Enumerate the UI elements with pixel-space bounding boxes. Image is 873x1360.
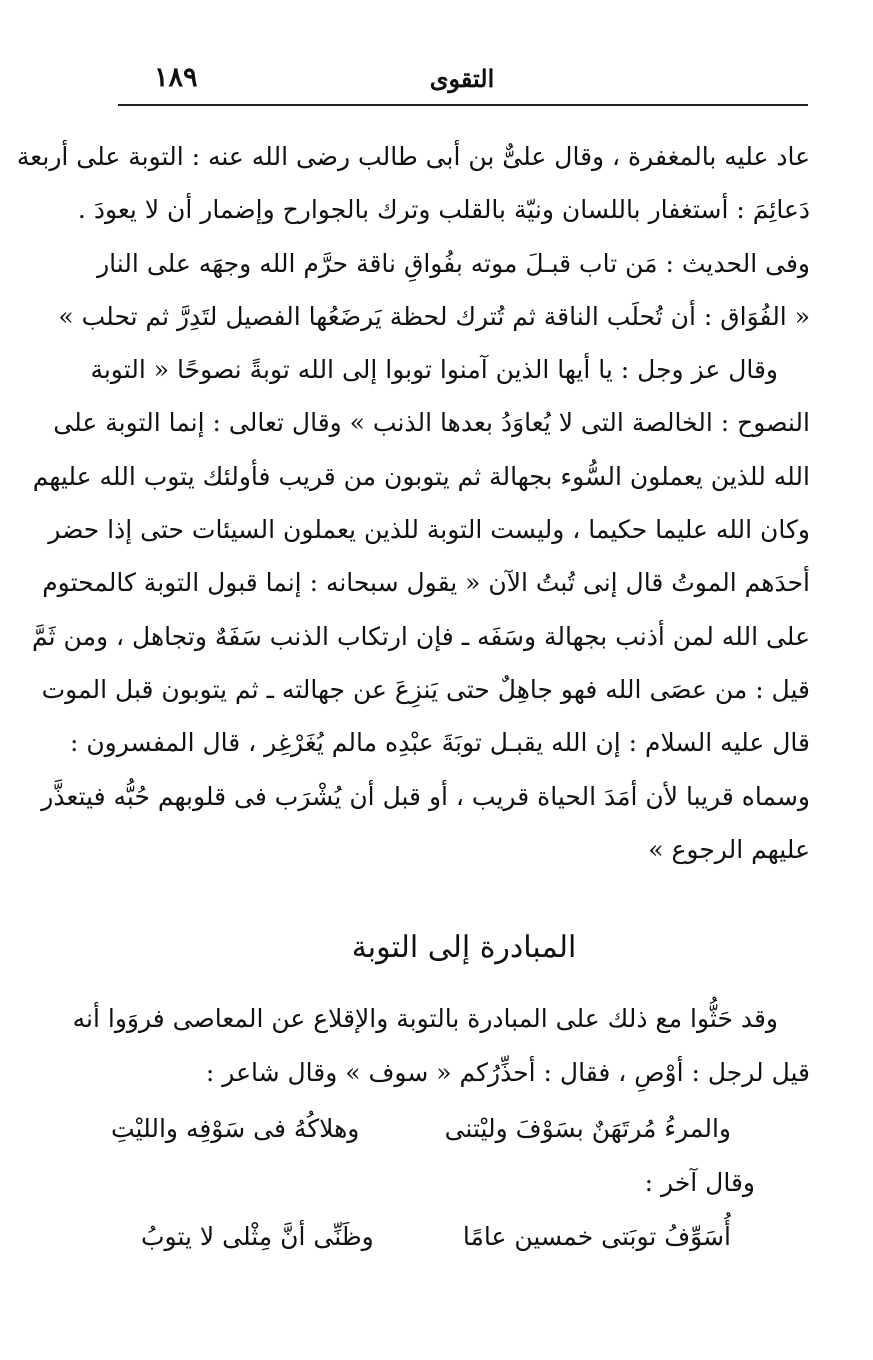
text-line: وكان الله عليما حكيما ، وليست التوبة للذين يعملون السيئات حتى إذا حضر — [48, 515, 810, 545]
text-line: وقد حَثُّوا مع ذلك على المبادرة بالتوبة والإقلاع عن المعاصى فروَوا أنه — [72, 1004, 778, 1033]
verse-2-second-hemistich: وظَنِّى أنَّ مِثْلى لا يتوبُ — [141, 1222, 374, 1251]
text-line: وفى الحديث : مَن تاب قبـلَ موته بفُواقِ ناقة حرَّم الله وجهَه على النار — [97, 248, 810, 278]
text-line: قيل لرجل : أوْصِ ، فقال : أحذِّرُكم « سوف » وقال شاعر : — [205, 1058, 810, 1087]
verse-intro: وقال آخر : — [644, 1168, 755, 1197]
paragraph-1 — [16, 130, 810, 876]
text-line: وسماه قريبا لأن أمَدَ الحياة قريب ، أو قبل أن يُشْرَب فى قلوبهم حُبُّه فيتعذَّر — [41, 781, 810, 811]
verse-line-1 — [111, 1104, 731, 1154]
header-rule — [118, 104, 808, 106]
section-heading: المبادرة إلى التوبة — [351, 930, 577, 965]
page-number: ١٨٩ — [154, 62, 198, 93]
text-line: عليهم الرجوع » — [648, 834, 810, 864]
text-line: « الفُوَاق : أن تُحلَب الناقة ثم تُترك لحظة يَرضَعُها الفصيل لتَدِرَّ ثم تحلب » — [58, 301, 810, 331]
text-line: قيل : من عصَى الله فهو جاهِلٌ حتى يَنزِعَ عن جهالته ـ ثم يتوبون قبل الموت — [41, 674, 810, 704]
text-line: الله للذين يعملون السُّوء بجهالة ثم يتوبون من قريب فأولئك يتوب الله عليهم — [32, 461, 810, 491]
text-line: على الله لمن أذنب بجهالة وسَفَه ـ فإن ارتكاب الذنب سَفَهٌ وتجاهل ، ومن ثَمَّ — [32, 621, 810, 651]
verse-1-second-hemistich: وهلاكُهُ فى سَوْفِه والليْتِ — [111, 1114, 360, 1143]
verse-line-2 — [141, 1212, 731, 1262]
text-line: أحدَهم الموتُ قال إنى تُبتُ الآن « يقول سبحانه : إنما قبول التوبة كالمحتوم — [42, 568, 810, 598]
verse-2-first-hemistich: أُسَوِّفُ توبَتى خمسين عامًا — [462, 1222, 731, 1251]
running-title: التقوى — [429, 64, 495, 93]
text-line: دَعائِمَ : أستغفار باللسان ونيّة بالقلب وترك بالجوارح وإضمار أن لا يعودَ . — [77, 195, 810, 225]
page-header — [118, 58, 806, 102]
text-line: وقال عز وجل : يا أيها الذين آمنوا توبوا إلى الله توبةً نصوحًا « التوبة — [90, 355, 778, 385]
paragraph-2 — [72, 992, 810, 1100]
text-line: قال عليه السلام : إن الله يقبـل توبَةَ عبْدِه مالم يُغَرْغِر ، قال المفسرون : — [69, 728, 810, 758]
text-line: النصوح : الخالصة التى لا يُعاوَدُ بعدها الذنب » وقال تعالى : إنما التوبة على — [53, 408, 810, 438]
text-line: عاد عليه بالمغفرة ، وقال علىٌّ بن أبى طالب رضى الله عنه : التوبة على أربعة — [16, 142, 810, 171]
verse-1-first-hemistich: والمرءُ مُرتَهَنٌ بسَوْفَ وليْتنى — [444, 1114, 731, 1143]
